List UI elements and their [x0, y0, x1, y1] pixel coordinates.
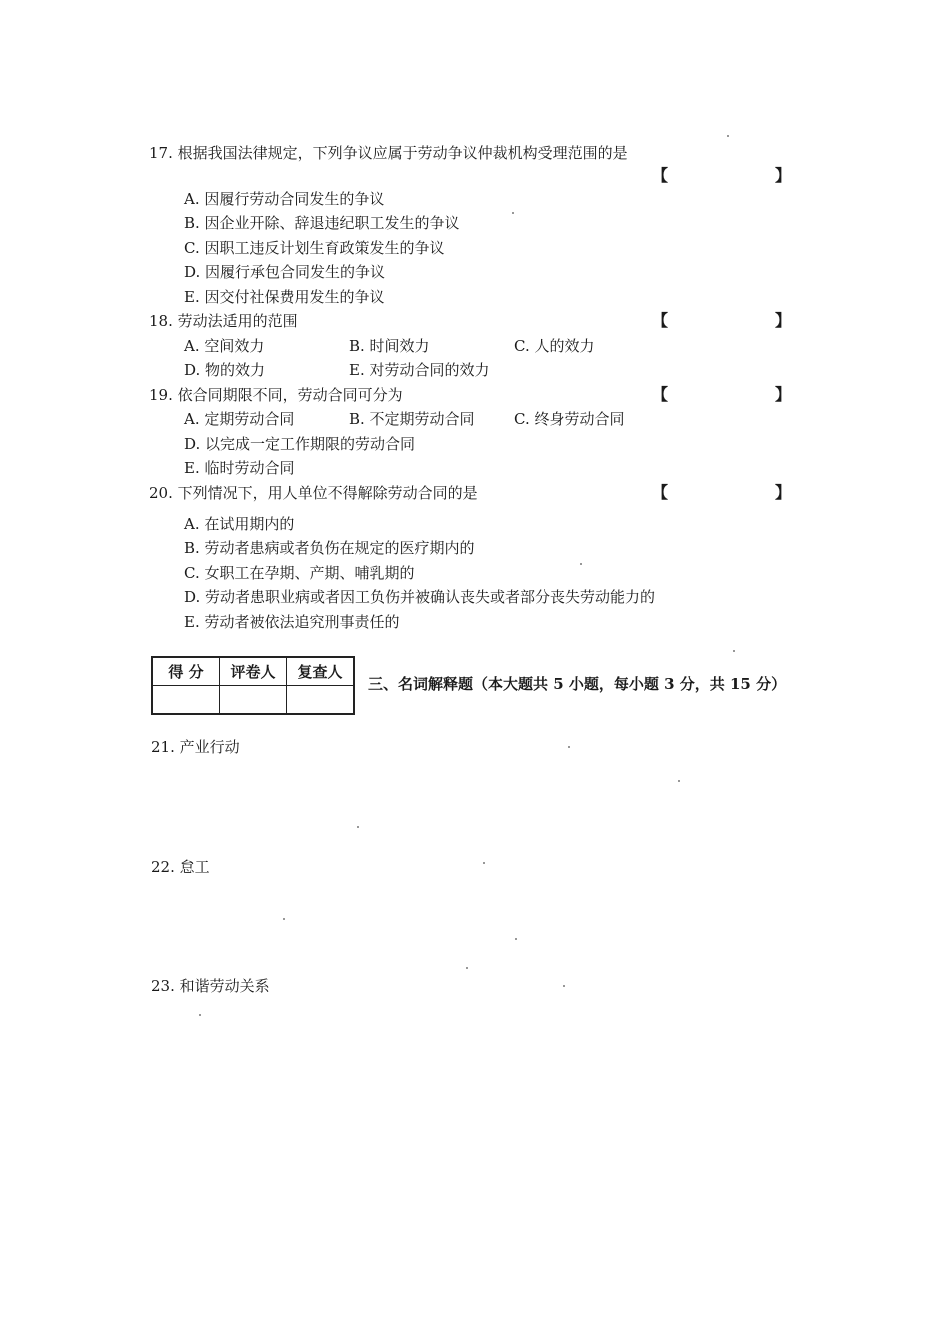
scan-speck — [727, 135, 729, 137]
answer-bracket-open: 【 — [652, 311, 669, 330]
reviewer-cell[interactable] — [287, 686, 355, 715]
scan-speck — [563, 985, 565, 987]
scan-speck — [466, 967, 468, 969]
option-20-e: E. 劳动者被依法追究刑事责任的 — [184, 613, 400, 631]
term-23: 23. 和谐劳动关系 — [151, 977, 270, 995]
option-17-a: A. 因履行劳动合同发生的争议 — [184, 190, 385, 208]
answer-bracket-open: 【 — [652, 166, 669, 185]
scan-speck — [283, 918, 285, 920]
option-20-c: C. 女职工在孕期、产期、哺乳期的 — [184, 564, 415, 582]
option-19-c: C. 终身劳动合同 — [514, 410, 625, 428]
option-18-e: E. 对劳动合同的效力 — [349, 361, 490, 379]
option-19-d: D. 以完成一定工作期限的劳动合同 — [184, 435, 416, 453]
scan-speck — [568, 746, 570, 748]
scan-speck — [678, 780, 680, 782]
option-18-c: C. 人的效力 — [514, 337, 595, 355]
score-header: 得 分 — [152, 657, 220, 686]
scan-speck — [199, 1014, 201, 1016]
scan-speck — [483, 862, 485, 864]
option-17-c: C. 因职工违反计划生育政策发生的争议 — [184, 239, 445, 257]
option-20-d: D. 劳动者患职业病或者因工负伤并被确认丧失或者部分丧失劳动能力的 — [184, 588, 656, 606]
option-17-e: E. 因交付社保费用发生的争议 — [184, 288, 385, 306]
question-19-text: 19. 依合同期限不同，劳动合同可分为 — [149, 386, 403, 404]
option-18-d: D. 物的效力 — [184, 361, 266, 379]
score-cell[interactable] — [152, 686, 220, 715]
answer-bracket-close: 】 — [775, 311, 792, 330]
term-21: 21. 产业行动 — [151, 738, 240, 756]
option-19-b: B. 不定期劳动合同 — [349, 410, 475, 428]
scan-speck — [357, 826, 359, 828]
grader-header: 评卷人 — [220, 657, 287, 686]
answer-bracket-close: 】 — [775, 483, 792, 502]
option-17-d: D. 因履行承包合同发生的争议 — [184, 263, 386, 281]
question-20-text: 20. 下列情况下，用人单位不得解除劳动合同的是 — [149, 484, 478, 502]
option-18-b: B. 时间效力 — [349, 337, 430, 355]
reviewer-header: 复查人 — [287, 657, 355, 686]
answer-bracket-open: 【 — [652, 385, 669, 404]
question-18-text: 18. 劳动法适用的范围 — [149, 312, 298, 330]
scan-speck — [512, 212, 514, 214]
question-17-text: 17. 根据我国法律规定，下列争议应属于劳动争议仲裁机构受理范围的是 — [149, 144, 628, 162]
scan-speck — [733, 650, 735, 652]
scan-speck — [515, 938, 517, 940]
answer-bracket-close: 】 — [775, 385, 792, 404]
answer-bracket-open: 【 — [652, 483, 669, 502]
option-20-b: B. 劳动者患病或者负伤在规定的医疗期内的 — [184, 539, 475, 557]
option-20-a: A. 在试用期内的 — [184, 515, 295, 533]
term-22: 22. 怠工 — [151, 858, 210, 876]
option-18-a: A. 空间效力 — [184, 337, 265, 355]
option-19-a: A. 定期劳动合同 — [184, 410, 295, 428]
option-17-b: B. 因企业开除、辞退违纪职工发生的争议 — [184, 214, 460, 232]
scan-speck — [580, 563, 582, 565]
section-3-title: 三、名词解释题（本大题共 5 小题，每小题 3 分，共 15 分） — [368, 675, 787, 693]
grader-cell[interactable] — [220, 686, 287, 715]
option-19-e: E. 临时劳动合同 — [184, 459, 295, 477]
answer-bracket-close: 】 — [775, 166, 792, 185]
score-table — [151, 656, 355, 715]
